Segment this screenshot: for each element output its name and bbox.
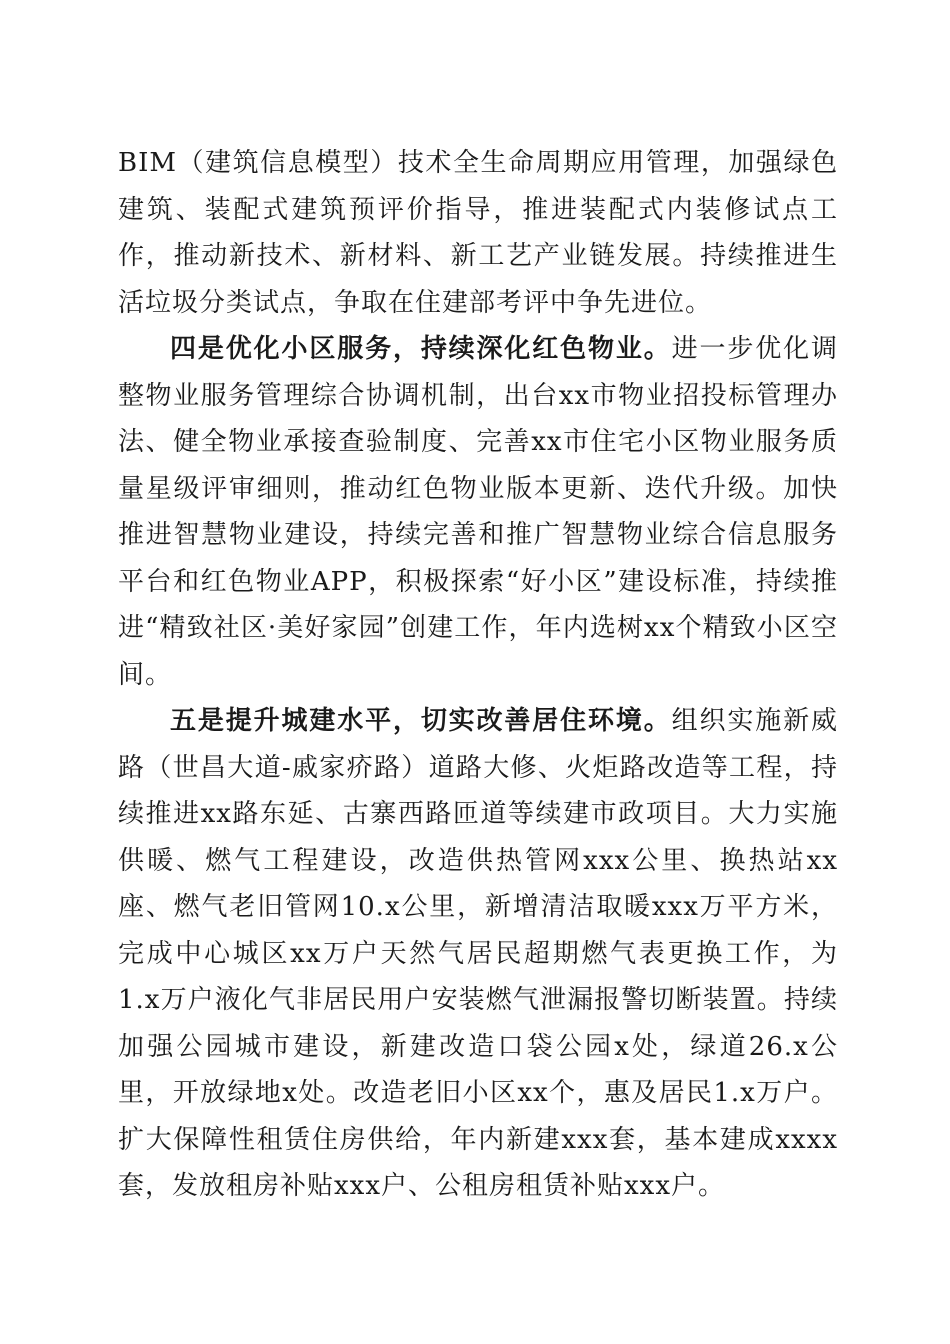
document-body xyxy=(118,140,838,1210)
paragraph-1 xyxy=(118,140,838,326)
paragraph-2 xyxy=(118,326,838,698)
paragraph-2-lead: 四是优化小区服务，持续深化红色物业。 xyxy=(170,334,672,364)
paragraph-2-body: 进一步优化调整物业服务管理综合协调机制，出台xx市物业招投标管理办法、健全物业承接查验制度、完善xx市住宅小区物业服务质量星级评审细则，推动红色物业版本更新、迭代升级。加快推进智慧物业建设，持续完善和推广智慧物业综合信息服务平台和红色物业APP，积极探索“好小区”建设标准，持续推进“精致社区·美好家园”创建工作，年内选树xx个精致小区空间。 xyxy=(118,334,838,690)
paragraph-3-lead: 五是提升城建水平，切实改善居住环境。 xyxy=(170,706,672,736)
paragraph-3 xyxy=(118,698,838,1210)
paragraph-3-body: 组织实施新威路（世昌大道-戚家疥路）道路大修、火炬路改造等工程，持续推进xx路东延、古寨西路匝道等续建市政项目。大力实施供暖、燃气工程建设，改造供热管网xxx公里、换热站xx座、燃气老旧管网10.x公里，新增清洁取暖xxx万平方米，完成中心城区xx万户天然气居民超期燃气表更换工作，为1.x万户液化气非居民用户安装燃气泄漏报警切断装置。持续加强公园城市建设，新建改造口袋公园x处，绿道26.x公里，开放绿地x处。改造老旧小区xx个，惠及居民1.x万户。扩大保障性租赁住房供给，年内新建xxx套，基本建成xxxx套，发放租房补贴xxx户、公租房租赁补贴xxx户。 xyxy=(118,706,838,1201)
paragraph-1-body: BIM（建筑信息模型）技术全生命周期应用管理，加强绿色建筑、装配式建筑预评价指导，推进装配式内装修试点工作，推动新技术、新材料、新工艺产业链发展。持续推进生活垃圾分类试点，争取在住建部考评中争先进位。 xyxy=(118,148,838,318)
